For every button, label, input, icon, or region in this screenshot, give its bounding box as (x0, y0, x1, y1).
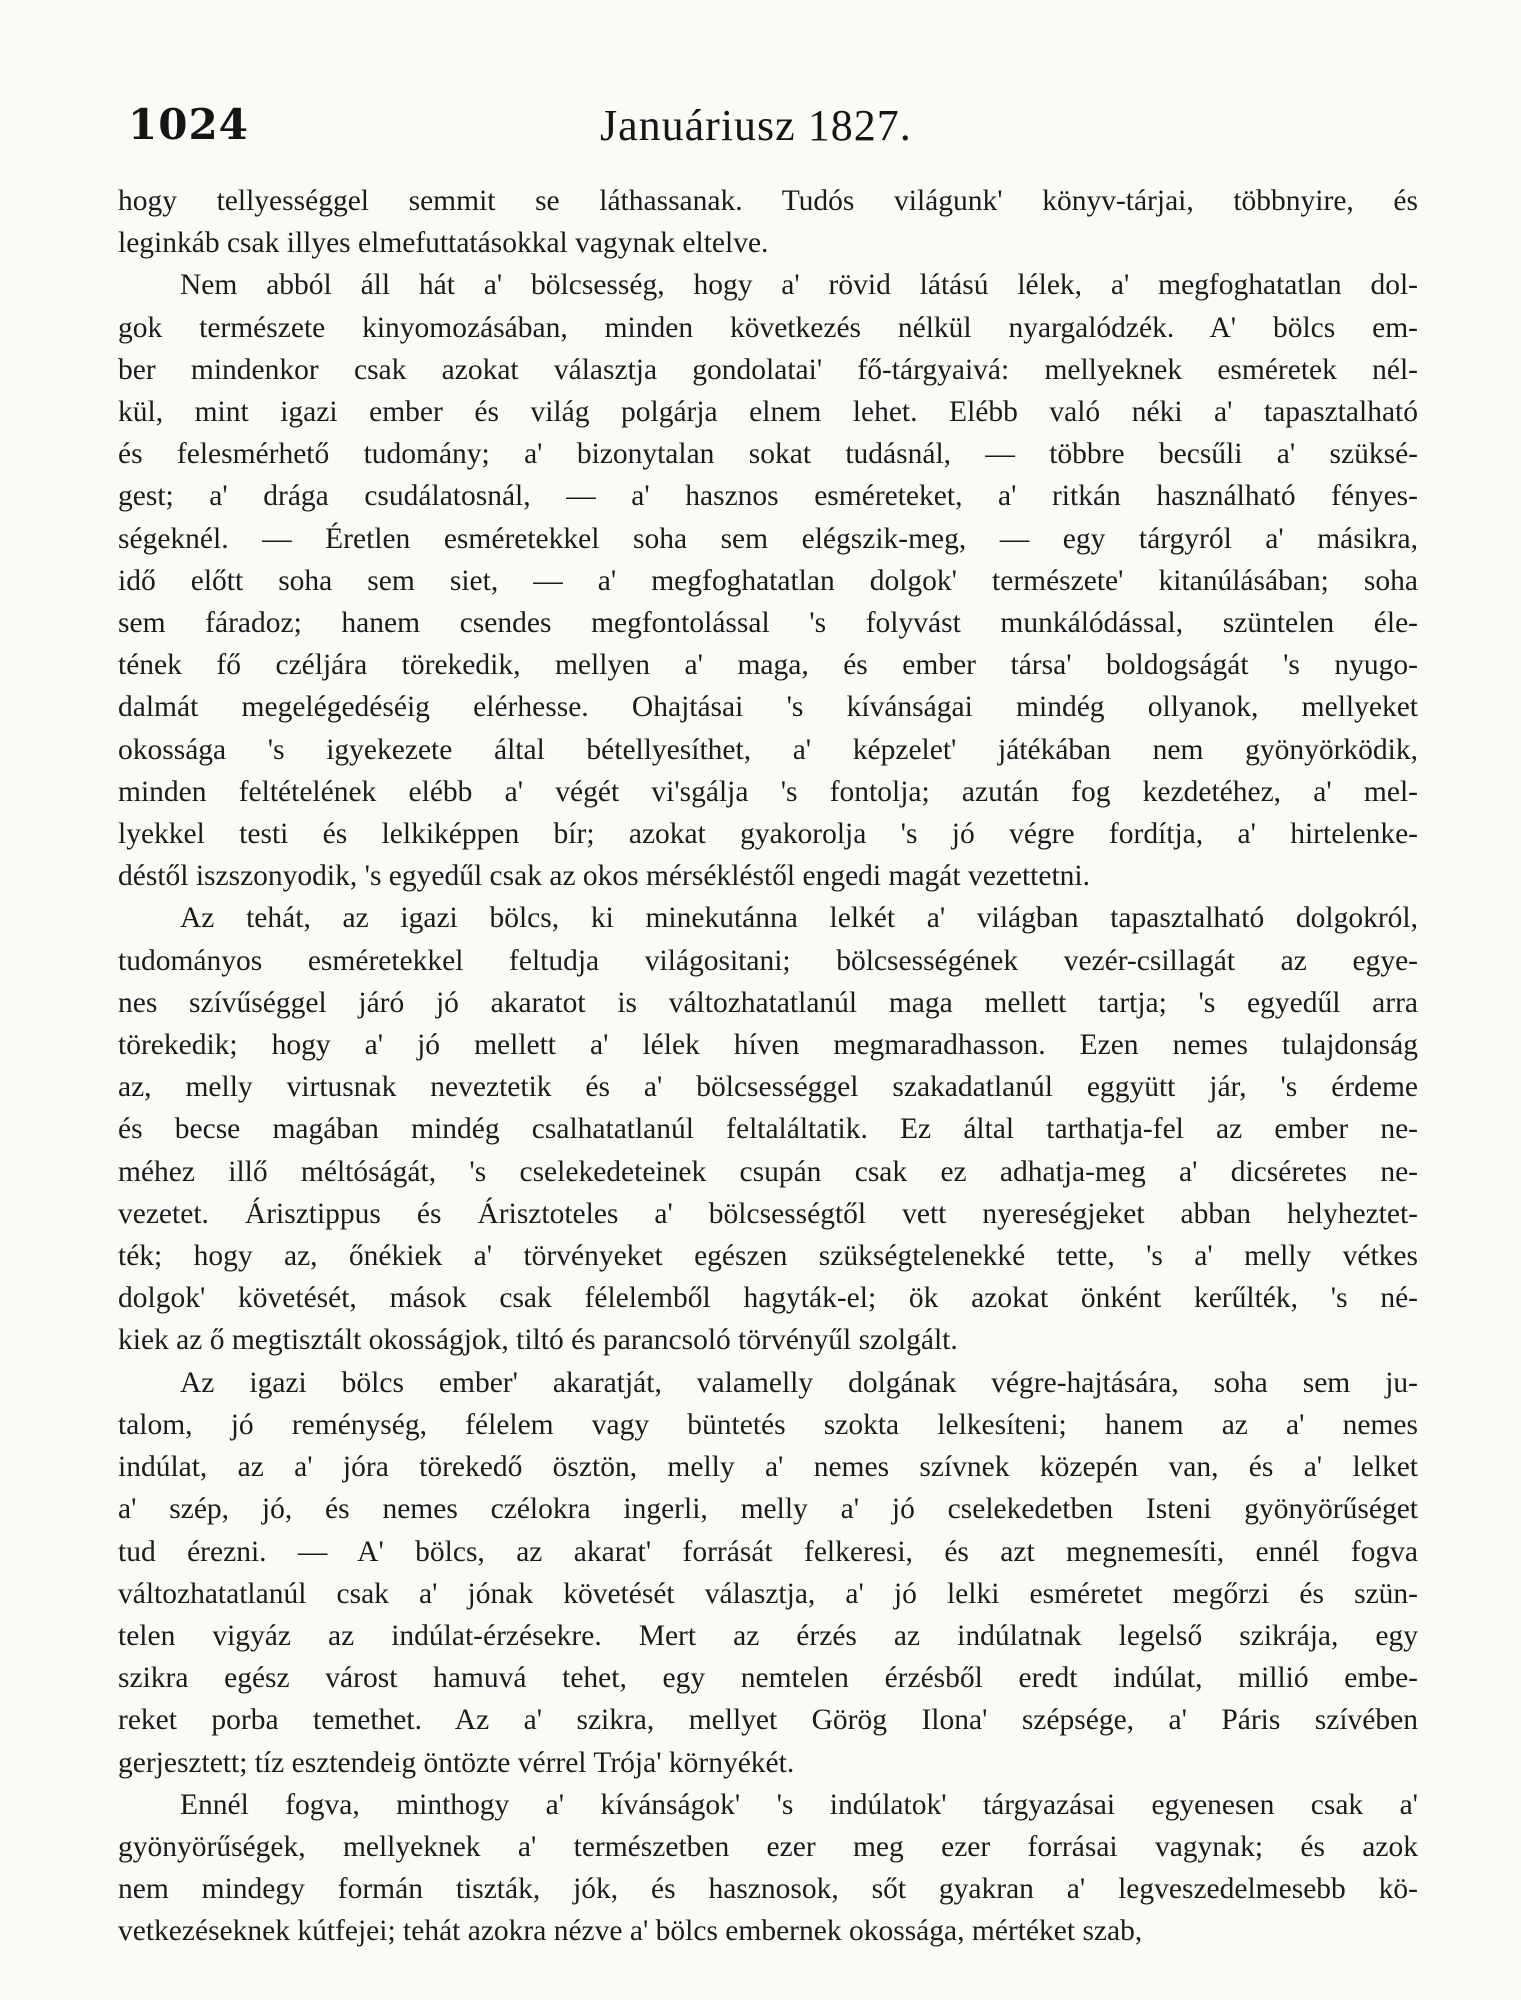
paragraph-1 (118, 180, 1418, 264)
paragraph-5 (118, 1784, 1418, 1953)
text-line: nes szívűséggel járó jó akaratot is változhatatlanúl maga mellett tartja; 's egyedűl arra (118, 986, 1418, 1019)
page-number: 1024 (128, 100, 249, 149)
text-line: reket porba temethet. Az a' szikra, mellyet Görög Ilona' szépsége, a' Páris szívében (118, 1704, 1418, 1737)
text-line: az, melly virtusnak neveztetik és a' bölcsességgel szakadatlanúl eggyütt jár, 's érdeme (118, 1071, 1418, 1104)
text-line: okossága 's igyekezete által bétellyesíthet, a' képzelet' játékában nem gyönyörködik, (118, 733, 1418, 766)
text-line: változhatatlanúl csak a' jónak követését választja, a' jó lelki esméretet megőrzi és szün- (118, 1577, 1418, 1610)
text-line: méhez illő méltóságát, 's cselekedeteinek csupán csak ez adhatja-meg a' dicséretes ne- (118, 1155, 1418, 1188)
text-line: hogy tellyességgel semmit se láthassanak. Tudós világunk' könyv-tárjai, többnyire, és (118, 185, 1418, 217)
text-line: lyekkel testi és lelkiképpen bír; azokat gyakorolja 's jó végre fordítja, a' hirtelenke- (118, 818, 1418, 851)
text-line: idő előtt soha sem siet, — a' megfoghatatlan dolgok' természete' kitanúlásában; soha (118, 564, 1418, 597)
paragraph-4 (118, 1362, 1418, 1784)
text-line: és felesmérhető tudomány; a' bizonytalan sokat tudásnál, — többre becsűli a' szüksé- (118, 438, 1418, 471)
text-line: tud érezni. — A' bölcs, az akarat' forrását felkeresi, és azt megnemesíti, ennél fogva (118, 1535, 1418, 1568)
text-line: talom, jó reménység, félelem vagy büntetés szokta lelkesíteni; hanem az a' nemes (118, 1408, 1418, 1441)
text-line: gest; a' drága csudálatosnál, — a' hasznos esméreteket, a' ritkán használható fényes- (118, 480, 1418, 513)
text-line: nem mindegy formán tiszták, jók, és hasznosok, sőt gyakran a' legveszedelmesebb kö- (118, 1873, 1418, 1906)
text-line: a' szép, jó, és nemes czélokra ingerli, melly a' jó cselekedetben Isteni gyönyörűséget (118, 1493, 1418, 1526)
text-line: tének fő czéljára törekedik, mellyen a' maga, és ember társa' boldogságát 's nyugo- (118, 649, 1418, 682)
text-line: gyönyörűségek, mellyeknek a' természetben ezer meg ezer forrásai vagynak; és azok (118, 1830, 1418, 1863)
text-line: sem fáradoz; hanem csendes megfontolással 's folyvást munkálódással, szüntelen éle- (118, 607, 1418, 640)
text-line: telen vigyáz az indúlat-érzésekre. Mert az érzés az indúlatnak legelső szikrája, egy (118, 1619, 1418, 1652)
text-line: ber mindenkor csak azokat választja gondolatai' fő-tárgyaivá: mellyeknek esméretek nél- (118, 353, 1418, 386)
text-line: és becse magában mindég csalhatatlanúl feltaláltatik. Ez által tarthatja-fel az ember ne- (118, 1113, 1418, 1146)
text-line: ségeknél. — Éretlen esméretekkel soha sem elégszik-meg, — egy tárgyról a' másikra, (118, 522, 1418, 555)
text-line: ték; hogy az, őnékiek a' törvényeket egészen szükségtelenekké tette, 's a' melly vétkes (118, 1240, 1418, 1273)
page-header (120, 96, 1410, 166)
text-line: vezetet. Árisztippus és Árisztoteles a' bölcsességtől vett nyereségjeket abban helyheztet- (118, 1197, 1418, 1230)
text-line: déstől iszszonyodik, 's egyedűl csak az okos mérsékléstől engedi magát vezettetni. (118, 860, 1090, 893)
text-line: minden feltételének elébb a' végét vi'sgálja 's fontolja; azután fog kezdetéhez, a' mel- (118, 775, 1418, 808)
text-line: indúlat, az a' jóra törekedő ösztön, melly a' nemes szívnek közepén van, és a' lelket (118, 1451, 1418, 1484)
text-line: gerjesztett; tíz esztendeig öntözte vérrel Trója' környékét. (118, 1746, 795, 1779)
text-line: gok természete kinyomozásában, minden következés nélkül nyargalódzék. A' bölcs em- (118, 311, 1418, 344)
text-line: Ennél fogva, minthogy a' kívánságok' 's indúlatok' tárgyazásai egyenesen csak a' (180, 1788, 1418, 1821)
text-line: Nem abból áll hát a' bölcsesség, hogy a' rövid látású lélek, a' megfoghatatlan dol- (180, 269, 1418, 302)
text-line: dalmát megelégedéséig elérhesse. Ohajtásai 's kívánságai mindég ollyanok, mellyeket (118, 691, 1418, 724)
text-line: kiek az ő megtisztált okosságjok, tiltó és parancsoló törvényűl szolgált. (118, 1324, 958, 1357)
paragraph-3 (118, 897, 1418, 1361)
text-line: dolgok' követését, mások csak félelemből hagyták-el; ök azokat önként kerűlték, 's né- (118, 1282, 1418, 1315)
body-text (118, 180, 1418, 1953)
text-line: leginkáb csak illyes elmefuttatásokkal vagynak eltelve. (118, 227, 769, 260)
paragraph-2 (118, 264, 1418, 897)
text-line: törekedik; hogy a' jó mellett a' lélek híven megmaradhasson. Ezen nemes tulajdonság (118, 1029, 1418, 1062)
text-line: Az tehát, az igazi bölcs, ki minekutánna lelkét a' világban tapasztalható dolgokról, (180, 902, 1418, 935)
text-line: tudományos esméretekkel feltudja világositani; bölcsességének vezér-csillagát az egye- (118, 944, 1418, 977)
text-line: Az igazi bölcs ember' akaratját, valamelly dolgának végre-hajtására, soha sem ju- (180, 1366, 1418, 1399)
running-title: Januáriusz 1827. (600, 101, 912, 150)
text-line: szikra egész várost hamuvá tehet, egy nemtelen érzésből eredt indúlat, millió embe- (118, 1662, 1418, 1695)
text-line: vetkezéseknek kútfejei; tehát azokra nézve a' bölcs embernek okossága, mértéket szab, (118, 1915, 1143, 1948)
text-line: kül, mint igazi ember és világ polgárja elnem lehet. Elébb való néki a' tapasztalható (118, 396, 1418, 429)
